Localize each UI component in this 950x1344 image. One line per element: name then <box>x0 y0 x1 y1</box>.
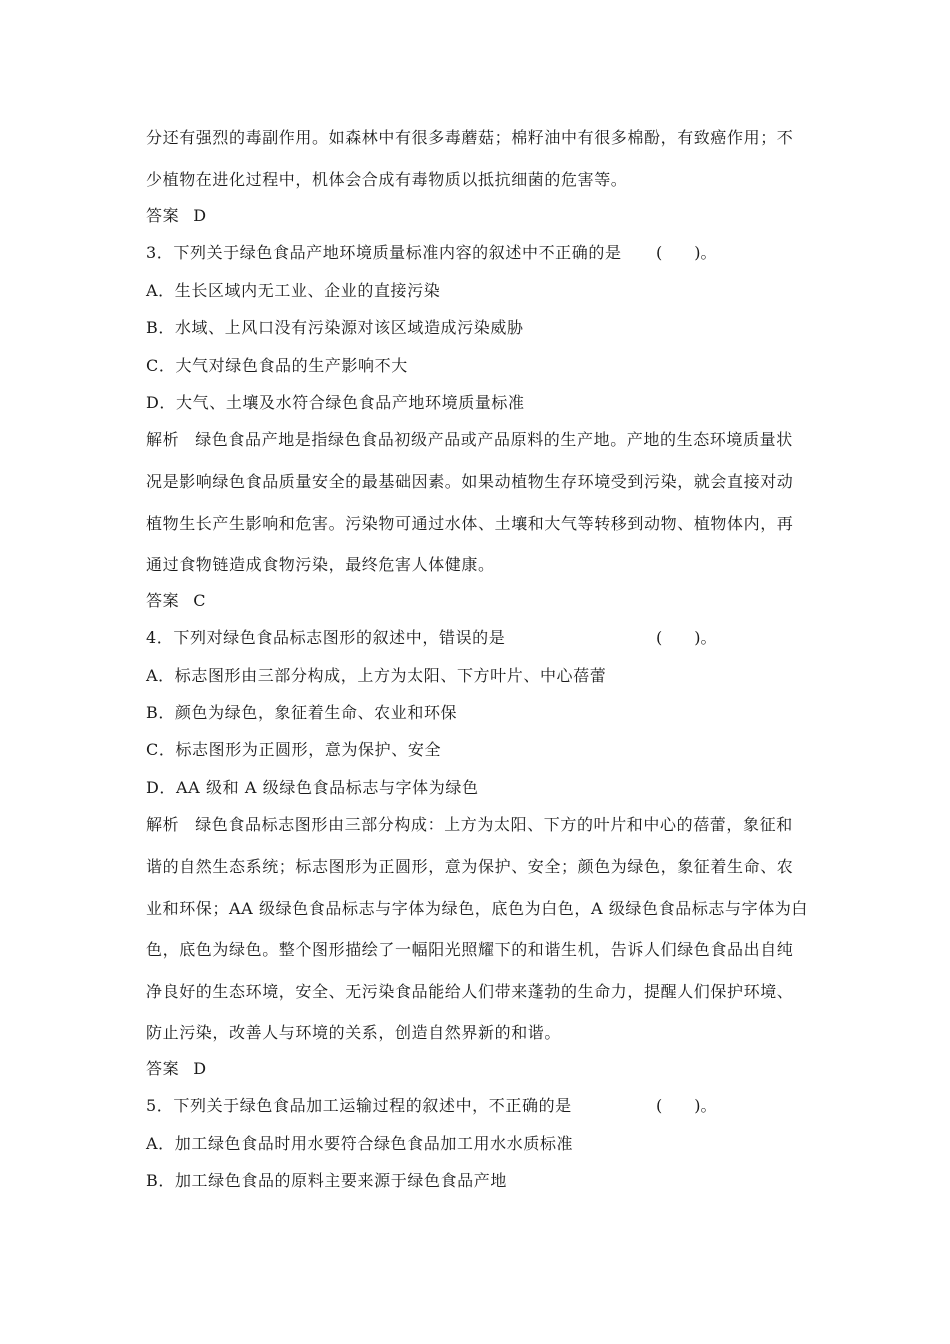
answer-label: 答案 <box>146 206 180 225</box>
q5-option-a: A．加工绿色食品时用水要符合绿色食品加工用水水质标准 <box>146 1134 574 1153</box>
q5-stem: 5．下列关于绿色食品加工运输过程的叙述中，不正确的是 <box>146 1096 572 1115</box>
answer-value: D <box>193 1059 207 1078</box>
q5-answer-blank: ( )。 <box>656 1096 717 1115</box>
q4-analysis-line: 色，底色为绿色。整个图形描绘了一幅阳光照耀下的和谐生机，告诉人们绿色食品出自纯 <box>146 940 794 959</box>
q4-option-a: A．标志图形由三部分构成，上方为太阳、下方叶片、中心蓓蕾 <box>146 666 607 685</box>
answer-value: C <box>193 591 207 610</box>
q3-option-a: A．生长区域内无工业、企业的直接污染 <box>146 281 441 300</box>
q4-stem: 4．下列对绿色食品标志图形的叙述中，错误的是 <box>146 628 506 647</box>
q4-analysis-line: 防止污染，改善人与环境的关系，创造自然界新的和谐。 <box>146 1023 562 1042</box>
q3-analysis-line: 况是影响绿色食品质量安全的最基础因素。如果动植物生存环境受到污染，就会直接对动 <box>146 472 794 491</box>
q3-analysis-line: 通过食物链造成食物污染，最终危害人体健康。 <box>146 555 495 574</box>
q4-option-c: C．标志图形为正圆形，意为保护、安全 <box>146 740 442 759</box>
q4-answer-blank: ( )。 <box>656 628 717 647</box>
analysis-label: 解析 <box>146 430 180 449</box>
q2-answer <box>146 206 207 226</box>
q3-analysis-line: 植物生长产生影响和危害。污染物可通过水体、土壤和大气等转移到动物、植物体内，再 <box>146 514 794 533</box>
q4-answer <box>146 1059 207 1079</box>
analysis-label: 解析 <box>146 815 180 834</box>
answer-label: 答案 <box>146 591 180 610</box>
q4-analysis-line: 业和环保；AA 级绿色食品标志与字体为绿色，底色为白色，A 级绿色食品标志与字体为白 <box>146 899 809 918</box>
q3-answer <box>146 591 206 611</box>
analysis-text: 绿色食品产地是指绿色食品初级产品或产品原料的生产地。产地的生态环境质量状 <box>195 430 793 449</box>
analysis-text: 绿色食品标志图形由三部分构成：上方为太阳、下方的叶片和中心的蓓蕾，象征和 <box>195 815 793 834</box>
q4-analysis-line: 净良好的生态环境，安全、无污染食品能给人们带来蓬勃的生命力，提醒人们保护环境、 <box>146 982 794 1001</box>
q4-option-d: D．AA 级和 A 级绿色食品标志与字体为绿色 <box>146 778 479 797</box>
q3-analysis-line <box>146 430 793 450</box>
q3-option-b: B．水域、上风口没有污染源对该区域造成污染威胁 <box>146 318 524 337</box>
q2-explanation-line: 分还有强烈的毒副作用。如森林中有很多毒蘑菇；棉籽油中有很多棉酚，有致癌作用；不 <box>146 128 794 147</box>
q2-explanation-line: 少植物在进化过程中，机体会合成有毒物质以抵抗细菌的危害等。 <box>146 170 628 189</box>
answer-value: D <box>193 206 207 225</box>
q5-option-b: B．加工绿色食品的原料主要来源于绿色食品产地 <box>146 1171 507 1190</box>
q3-answer-blank: ( )。 <box>656 243 717 262</box>
q4-analysis-line: 谐的自然生态系统；标志图形为正圆形，意为保护、安全；颜色为绿色，象征着生命、农 <box>146 857 794 876</box>
q3-option-d: D．大气、土壤及水符合绿色食品产地环境质量标准 <box>146 393 525 412</box>
q4-option-b: B．颜色为绿色，象征着生命、农业和环保 <box>146 703 458 722</box>
q3-stem: 3．下列关于绿色食品产地环境质量标准内容的叙述中不正确的是 <box>146 243 622 262</box>
answer-label: 答案 <box>146 1059 180 1078</box>
q3-option-c: C．大气对绿色食品的生产影响不大 <box>146 356 408 375</box>
q4-analysis-line <box>146 815 793 835</box>
